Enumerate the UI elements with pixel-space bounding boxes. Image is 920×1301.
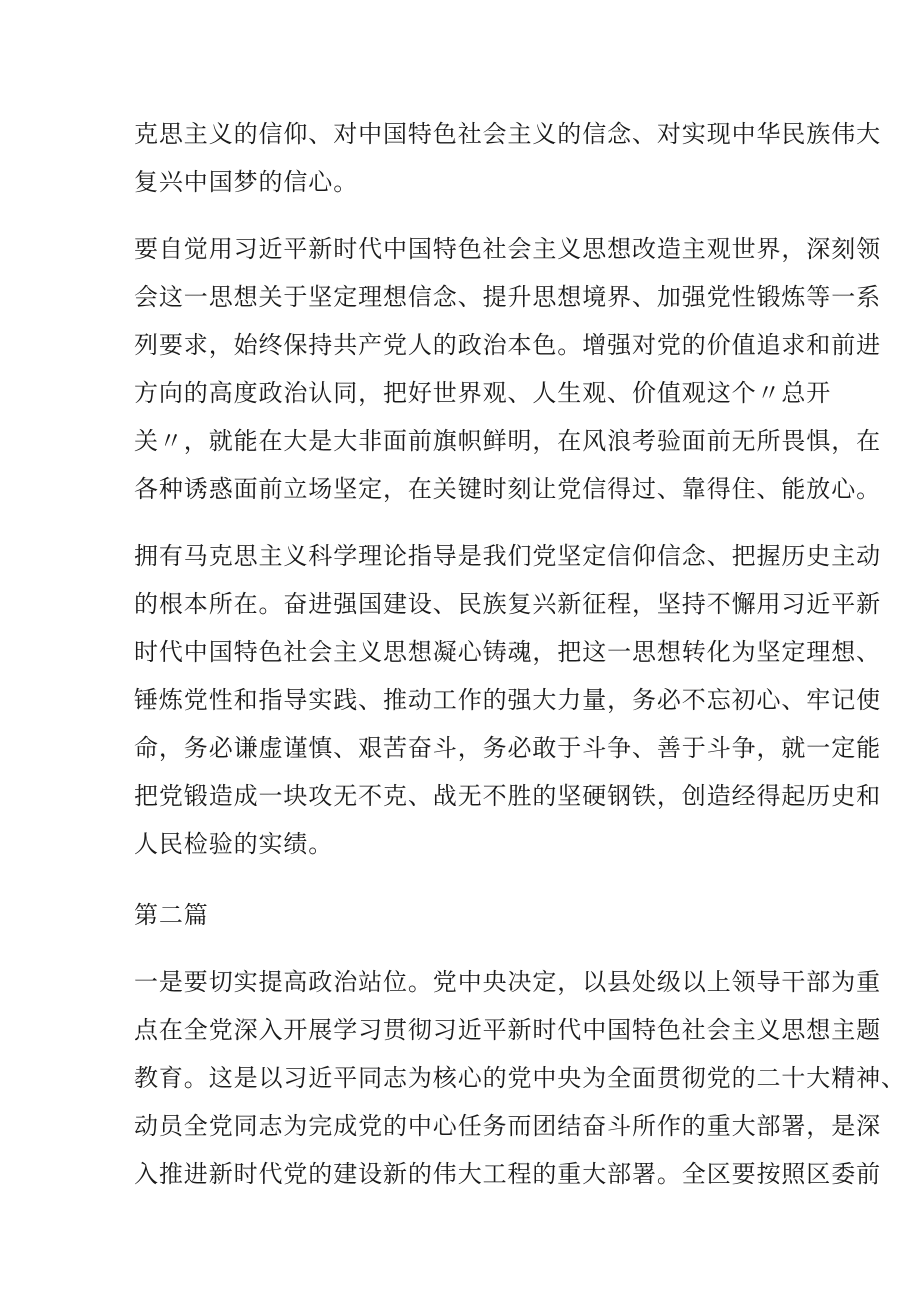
text-line: 时代中国特色社会主义思想凝心铸魂，把这一思想转化为坚定理想、 xyxy=(134,638,881,666)
text-line: 动员全党同志为完成党的中心任务而团结奋斗所作的重大部署，是深 xyxy=(134,1112,881,1140)
text-line: 一是要切实提高政治站位。党中央决定，以县处级以上领导干部为重 xyxy=(134,968,881,996)
text-line: 会这一思想关于坚定理想信念、提升思想境界、加强党性锻炼等一系 xyxy=(134,283,881,311)
text-line: 拥有马克思主义科学理论指导是我们党坚定信仰信念、把握历史主动 xyxy=(134,542,881,570)
text-line: 关〃，就能在大是大非面前旗帜鲜明，在风浪考验面前无所畏惧，在 xyxy=(134,427,881,455)
text-line: 列要求，始终保持共产党人的政治本色。增强对党的价值追求和前进 xyxy=(134,331,881,359)
text-line: 锤炼党性和指导实践、推动工作的强大力量，务必不忘初心、牢记使 xyxy=(134,686,881,714)
text-line: 人民检验的实绩。 xyxy=(134,830,334,858)
text-line: 教育。这是以习近平同志为核心的党中央为全面贯彻党的二十大精神、 xyxy=(134,1064,906,1092)
text-line: 方向的高度政治认同，把好世界观、人生观、价值观这个〃总开 xyxy=(134,379,832,407)
text-line: 各种诱惑面前立场坚定，在关键时刻让党信得过、靠得住、能放心。 xyxy=(134,475,881,503)
text-line: 复兴中国梦的信心。 xyxy=(134,168,359,196)
text-line: 把党锻造成一块攻无不克、战无不胜的坚硬钢铁，创造经得起历史和 xyxy=(134,782,881,810)
text-line: 命，务必谦虚谨慎、艰苦奋斗，务必敢于斗争、善于斗争，就一定能 xyxy=(134,734,881,762)
section-heading: 第二篇 xyxy=(134,901,209,929)
text-line: 要自觉用习近平新时代中国特色社会主义思想改造主观世界，深刻领 xyxy=(134,235,881,263)
text-line: 入推进新时代党的建设新的伟大工程的重大部署。全区要按照区委前 xyxy=(134,1160,881,1188)
text-line: 点在全党深入开展学习贯彻习近平新时代中国特色社会主义思想主题 xyxy=(134,1016,881,1044)
text-line: 的根本所在。奋进强国建设、民族复兴新征程，坚持不懈用习近平新 xyxy=(134,590,881,618)
text-line: 克思主义的信仰、对中国特色社会主义的信念、对实现中华民族伟大 xyxy=(134,120,881,148)
